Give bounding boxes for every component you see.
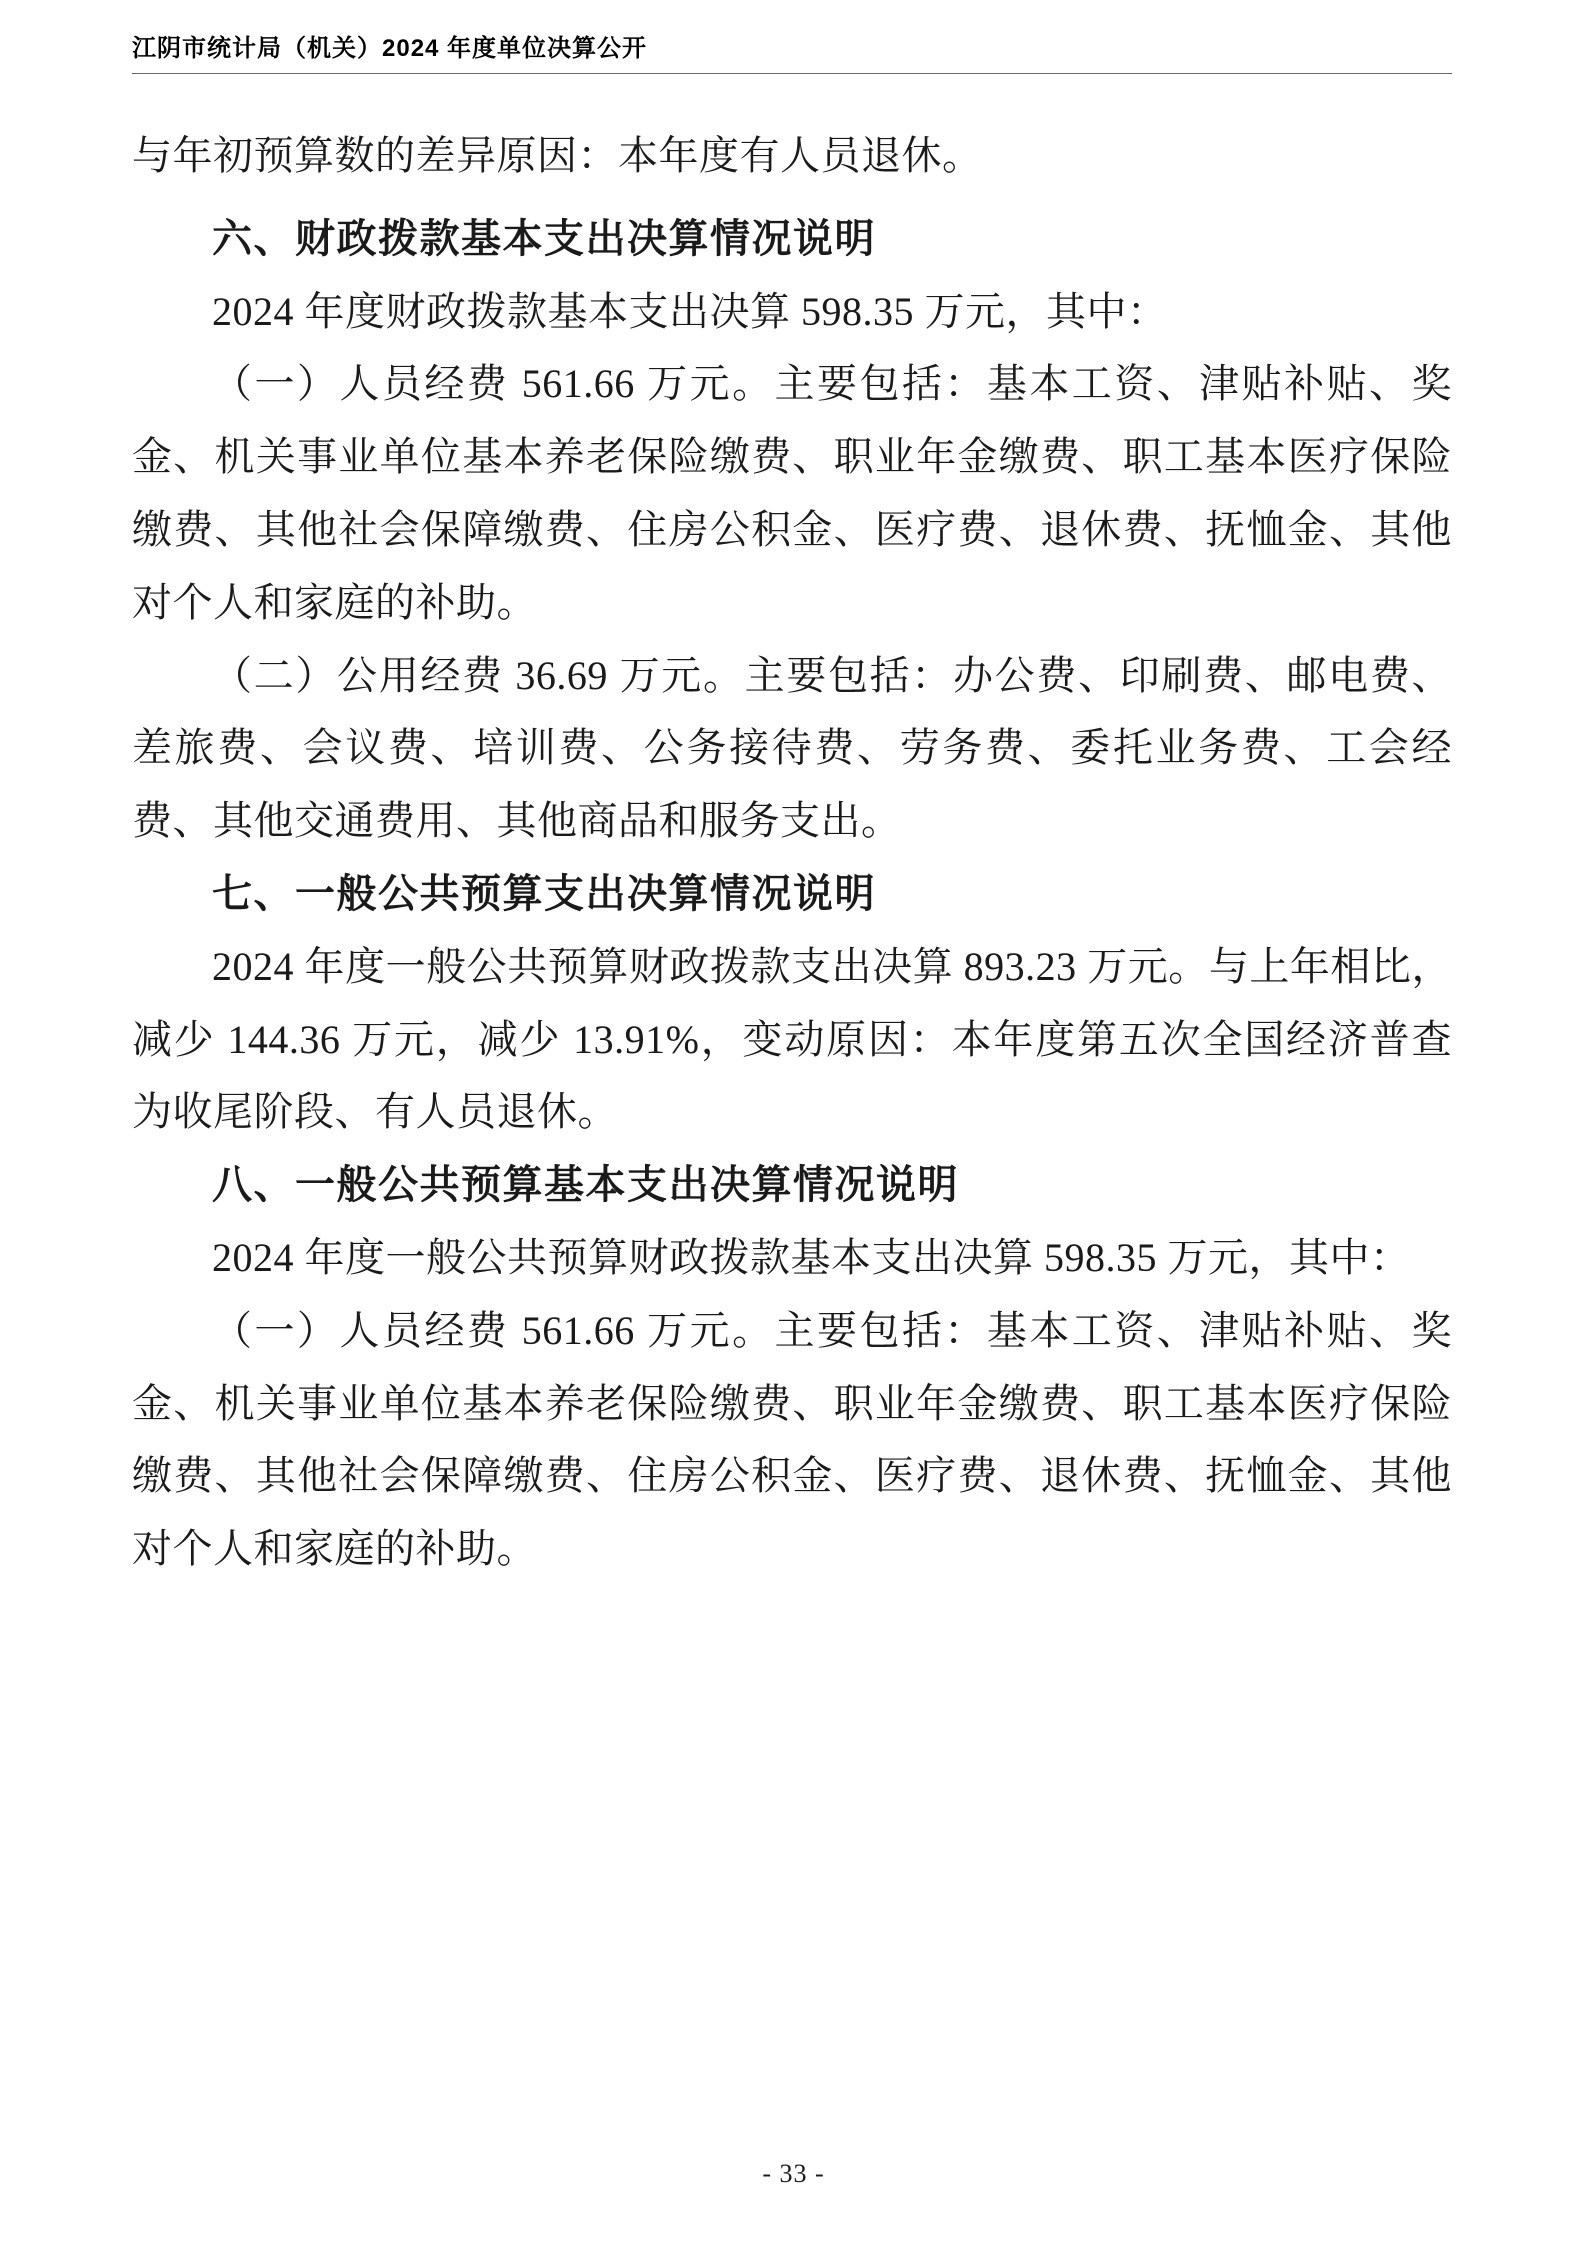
document-body <box>132 120 1452 1586</box>
paragraph-seven-body: 2024 年度一般公共预算财政拨款支出决算 893.23 万元。与上年相比，减少 144.36 万元，减少 13.91%，变动原因：本年度第五次全国经济普查为收尾阶段、有人员退休。 <box>132 943 1452 1135</box>
paragraph-six-personnel-expenses: （一）人员经费 561.66 万元。主要包括：基本工资、津贴补贴、奖金、机关事业单位基本养老保险缴费、职业年金缴费、职工基本医疗保险缴费、其他社会保障缴费、住房公积金、医疗费、退休费、抚恤金、其他对个人和家庭的补助。 <box>132 361 1452 625</box>
page-header <box>132 28 1452 74</box>
section-heading-six: 六、财政拨款基本支出决算情况说明 <box>212 215 876 261</box>
section-heading-seven: 七、一般公共预算支出决算情况说明 <box>212 870 876 916</box>
page-number: - 33 - <box>762 2159 825 2188</box>
paragraph-six-total: 2024 年度财政拨款基本支出决算 598.35 万元，其中： <box>212 288 1168 334</box>
header-divider <box>132 73 1452 74</box>
header-title: 江阴市统计局（机关）2024 年度单位决算公开 <box>132 35 648 62</box>
spacer <box>132 193 1452 203</box>
paragraph-six-public-expenses: （二）公用经费 36.69 万元。主要包括：办公费、印刷费、邮电费、差旅费、会议费、培训费、公务接待费、劳务费、委托业务费、工会经费、其他交通费用、其他商品和服务支出。 <box>132 652 1452 844</box>
paragraph-continued-reason: 与年初预算数的差异原因：本年度有人员退休。 <box>132 133 983 178</box>
paragraph-eight-personnel-expenses: （一）人员经费 561.66 万元。主要包括：基本工资、津贴补贴、奖金、机关事业单位基本养老保险缴费、职业年金缴费、职工基本医疗保险缴费、其他社会保障缴费、住房公积金、医疗费、退休费、抚恤金、其他对个人和家庭的补助。 <box>132 1307 1452 1572</box>
paragraph-eight-total: 2024 年度一般公共预算财政拨款基本支出决算 598.35 万元，其中： <box>212 1234 1411 1280</box>
section-heading-eight: 八、一般公共预算基本支出决算情况说明 <box>212 1162 959 1208</box>
